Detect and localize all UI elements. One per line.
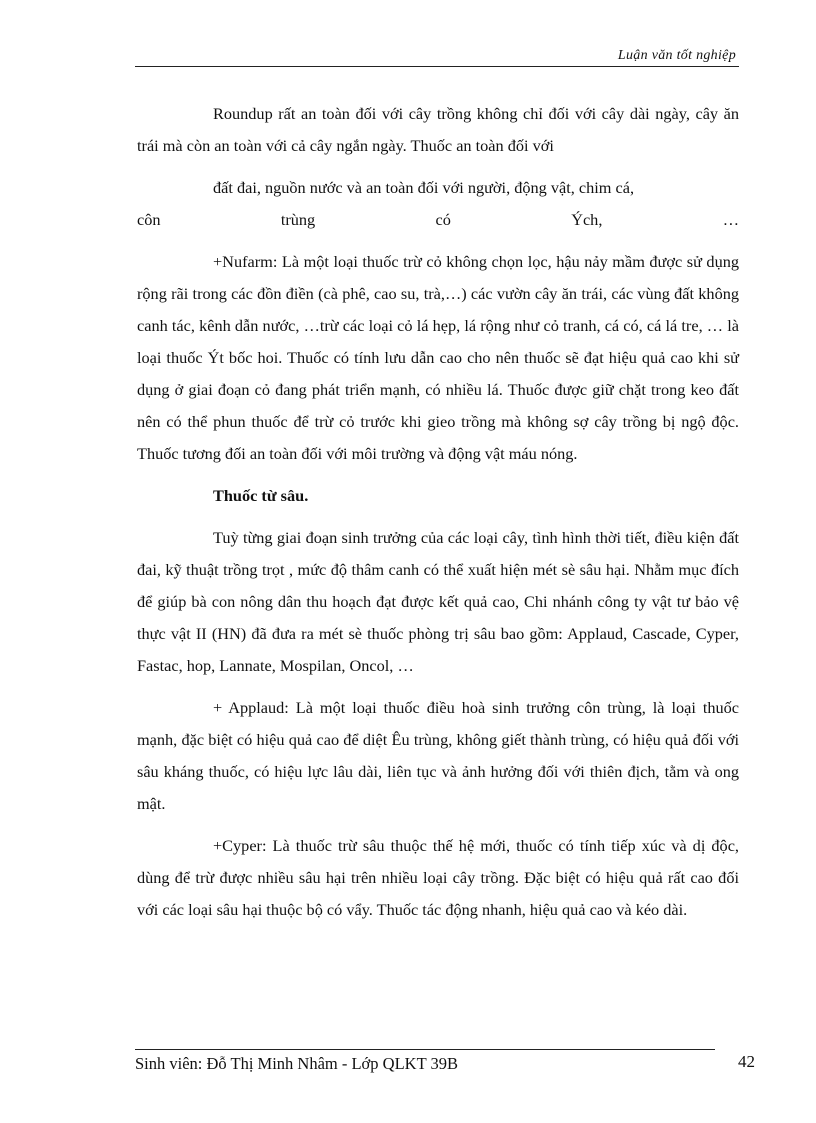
- paragraph-applaud: + Applaud: Là một loại thuốc điều hoà sinh trưởng côn trùng, là loại thuốc mạnh, đặc biệt có hiệu quả cao để diệt Êu trùng, không giết thành trùng, có hiệu quả đối với sâu kháng thuốc, có hiệu lực lâu dài, liên tục và ảnh hưởng đối với thiên địch, tằm và ong mật.: [137, 698, 739, 813]
- page-body: [137, 98, 739, 926]
- footer-student: Sinh viên: Đỗ Thị Minh Nhâm - Lớp QLKT 39B: [135, 1054, 458, 1073]
- paragraph-nufarm: +Nufarm: Là một loại thuốc trừ cỏ không chọn lọc, hậu nảy mầm được sử dụng rộng rãi trong các đồn điền (cà phê, cao su, trà,…) các vườn cây ăn trái, các vùng đất không canh tác, kênh dẫn nước, …trừ các loại cỏ lá hẹp, lá rộng như cỏ tranh, cá có, cá lá tre, … là loại thuốc Ýt bốc hoi. Thuốc có tính lưu dẫn cao cho nên thuốc sẽ đạt hiệu quả cao khi sử dụng ở giai đoạn cỏ đang phát triển mạnh, có nhiều lá. Thuốc được giữ chặt trong keo đất nên có thể phun thuốc để trừ cỏ trước khi gieo trồng mà không sợ cây trồng bị ngộ độc. Thuốc tương đối an toàn đối với môi trường và động vật máu nóng.: [137, 252, 739, 463]
- paragraph-cyper: +Cyper: Là thuốc trừ sâu thuộc thế hệ mới, thuốc có tính tiếp xúc và dị độc, dùng để trừ được nhiều sâu hại trên nhiều loại cây trồng. Đặc biệt có hiệu quả rất cao đối với các loại sâu hại thuộc bộ có vẩy. Thuốc tác động nhanh, hiệu quả cao và kéo dài.: [137, 836, 739, 919]
- spaced-line: [137, 204, 739, 236]
- paragraph-roundup-continued: đất đai, nguồn nước và an toàn đối với người, động vật, chim cá,: [213, 178, 635, 197]
- word: Ých,: [571, 210, 603, 229]
- paragraph-roundup: Roundup rất an toàn đối với cây trồng không chỉ đối với cây dài ngày, cây ăn trái mà còn an toàn với cả cây ngắn ngày. Thuốc an toàn đối với: [137, 104, 739, 155]
- paragraph-insecticides: Tuỳ từng giai đoạn sinh trưởng của các loại cây, tình hình thời tiết, điều kiện đất đai, kỹ thuật trồng trọt , mức độ thâm canh có thể xuất hiện mét sè sâu hại. Nhằm mục đích để giúp bà con nông dân thu hoạch đạt được kết quả cao, Chi nhánh công ty vật tư bảo vệ thực vật II (HN) đã đưa ra mét sè thuốc phòng trị sâu bao gồm: Applaud, Cascade, Cyper, Fastac, hop, Lannate, Mospilan, Oncol, …: [137, 528, 739, 675]
- footer-rule: [135, 1049, 715, 1050]
- word: có: [435, 210, 451, 229]
- header-rule: [135, 66, 739, 67]
- word: côn: [137, 210, 161, 229]
- word: …: [722, 210, 739, 229]
- page-number: 42: [738, 1052, 755, 1071]
- section-heading: Thuốc từ sâu.: [213, 486, 309, 505]
- running-header: Luận văn tốt nghiệp: [617, 48, 736, 63]
- word: trùng: [280, 210, 316, 229]
